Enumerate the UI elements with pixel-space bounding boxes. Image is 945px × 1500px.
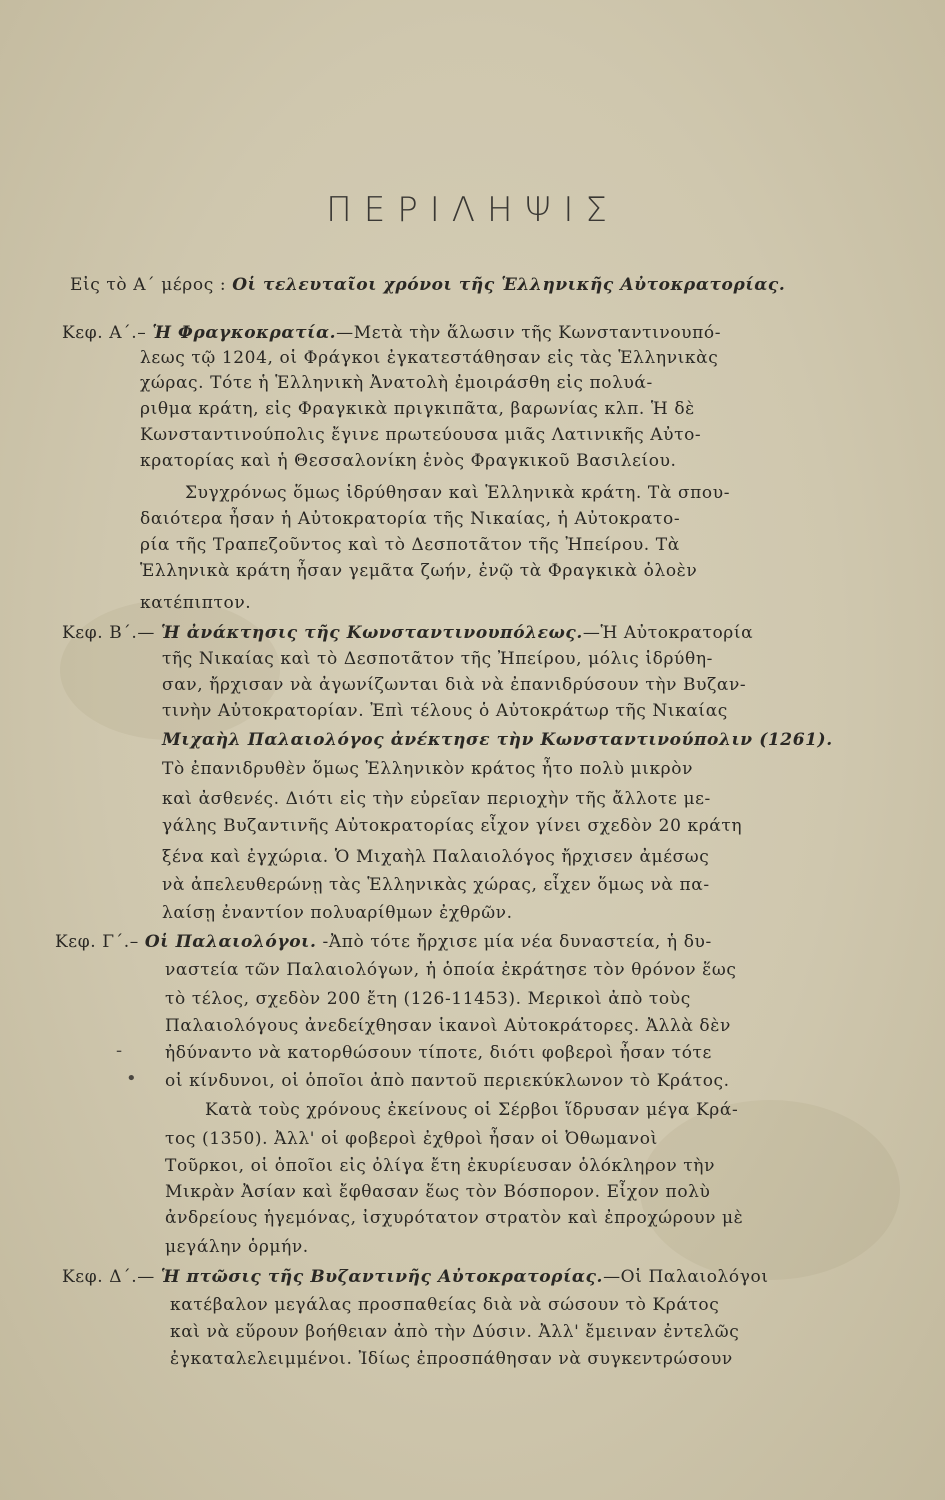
chapter-a-line: ριθμα κράτη, εἰς Φραγκικὰ πριγκιπᾶτα, βαρωνίας κλπ. Ἡ δὲ (140, 399, 695, 419)
chapter-c-line: ναστεία τῶν Παλαιολόγων, ἡ ὁποία ἐκράτησε τὸν θρόνον ἕως (165, 960, 737, 980)
chapter-c-first-line (55, 929, 712, 955)
chapter-c-line: τος (1350). Ἀλλ' οἱ φοβεροὶ ἐχθροὶ ἦσαν οἱ Ὀθωμανοὶ (165, 1129, 658, 1149)
chapter-c-line: οἱ κίνδυνοι, οἱ ὁποῖοι ἀπὸ παντοῦ περιεκύκλωνον τὸ Κράτος. (165, 1071, 730, 1091)
chapter-b-line: νὰ ἀπελευθερώνῃ τὰς Ἑλληνικὰς χώρας, εἶχεν ὅμως νὰ πα- (162, 875, 710, 895)
chapter-c-line: Μικρὰν Ἀσίαν καὶ ἔφθασαν ἕως τὸν Βόσπορον. Εἶχον πολὺ (165, 1182, 711, 1202)
chapter-b-line: Τὸ ἐπανιδρυθὲν ὅμως Ἑλληνικὸν κράτος ἦτο πολὺ μικρὸν (162, 759, 694, 779)
chapter-a-line: ρία τῆς Τραπεζοῦντος καὶ τὸ Δεσποτᾶτον τῆς Ἠπείρου. Τὰ (140, 535, 680, 555)
margin-bullet: • (126, 1068, 137, 1089)
chapter-d-line: κατέβαλον μεγάλας προσπαθείας διὰ νὰ σώσουν τὸ Κράτος (170, 1295, 720, 1315)
chapter-b-line: Μιχαὴλ Παλαιολόγος ἀνέκτησε τὴν Κωνσταντινούπολιν (1261). (162, 730, 833, 750)
chapter-d-line: —Οἱ Παλαιολόγοι (603, 1267, 769, 1287)
chapter-c-line: ἠδύναντο νὰ κατορθώσουν τίποτε, διότι φοβεροὶ ἦσαν τότε (165, 1043, 712, 1063)
chapter-b-line: λαίσῃ ἐναντίον πολυαρίθμων ἐχθρῶν. (162, 903, 513, 923)
intro-prefix: Εἰς τὸ Α΄ μέρος : (70, 275, 227, 295)
chapter-b-line: —Ἡ Αὐτοκρατορία (582, 623, 754, 643)
chapter-a-line: κατέπιπτον. (140, 593, 252, 613)
chapter-b-line: καὶ ἀσθενές. Διότι εἰς τὴν εὐρεῖαν περιοχὴν τῆς ἄλλοτε με- (162, 789, 711, 809)
margin-dash: - (116, 1040, 123, 1061)
chapter-a-line: λεως τῷ 1204, οἱ Φράγκοι ἐγκατεστάθησαν εἰς τὰς Ἑλληνικὰς (140, 348, 719, 368)
chapter-c-line: Παλαιολόγους ἀνεδείχθησαν ἱκανοὶ Αὐτοκράτορες. Ἀλλὰ δὲν (165, 1016, 731, 1036)
chapter-b-line: σαν, ἤρχισαν νὰ ἀγωνίζωνται διὰ νὰ ἐπανιδρύσουν τὴν Βυζαν- (162, 675, 747, 695)
chapter-a-line: χώρας. Τότε ἡ Ἑλληνικὴ Ἀνατολὴ ἐμοιράσθη εἰς πολυά- (140, 373, 653, 393)
chapter-a-line: —Μετὰ τὴν ἅλωσιν τῆς Κωνσταντινουπό- (336, 323, 722, 343)
chapter-c-heading: Οἱ Παλαιολόγοι. (144, 932, 317, 952)
intro-subject: Οἱ τελευταῖοι χρόνοι τῆς Ἑλληνικῆς Αὐτοκρατορίας. (232, 275, 786, 295)
chapter-a-label: Κεφ. Α΄.– (62, 323, 147, 343)
chapter-d-heading: Ἡ πτῶσις τῆς Βυζαντινῆς Αὐτοκρατορίας. (160, 1267, 604, 1287)
chapter-b-line-with-name (162, 727, 833, 753)
intro-line (70, 272, 785, 298)
chapter-c-line: Κατὰ τοὺς χρόνους ἐκείνους οἱ Σέρβοι ἵδρυσαν μέγα Κρά- (205, 1100, 739, 1120)
chapter-a-line: δαιότερα ἦσαν ἡ Αὐτοκρατορία τῆς Νικαίας, ἡ Αὐτοκρατο- (140, 509, 681, 529)
chapter-c-line: -Ἀπὸ τότε ἤρχισε μία νέα δυναστεία, ἡ δυ- (322, 932, 712, 952)
chapter-a-line: Ἑλληνικὰ κράτη ἦσαν γεμᾶτα ζωήν, ἐνῷ τὰ Φραγκικὰ ὁλοὲν (140, 561, 698, 581)
chapter-d-line: καὶ νὰ εὕρουν βοήθειαν ἀπὸ τὴν Δύσιν. Ἀλλ' ἔμειναν ἐντελῶς (170, 1322, 740, 1342)
chapter-b-line: τῆς Νικαίας καὶ τὸ Δεσποτᾶτον τῆς Ἠπείρου, μόλις ἱδρύθη- (162, 649, 713, 669)
chapter-a-heading: Ἡ Φραγκοκρατία. (152, 323, 337, 343)
chapter-b-line: γάλης Βυζαντινῆς Αὐτοκρατορίας εἶχον γίνει σχεδὸν 20 κράτη (162, 816, 743, 836)
chapter-d-line: ἐγκαταλελειμμένοι. Ἰδίως ἐπροσπάθησαν νὰ συγκεντρώσουν (170, 1349, 733, 1369)
chapter-a-line: κρατορίας καὶ ἡ Θεσσαλονίκη ἑνὸς Φραγκικοῦ Βασιλείου. (140, 451, 677, 471)
chapter-c-label: Κεφ. Γ΄.– (55, 932, 139, 952)
chapter-c-line: ἀνδρείους ἡγεμόνας, ἰσχυρότατον στρατὸν καὶ ἐπροχώρουν μὲ (165, 1208, 744, 1228)
chapter-b-heading: Ἡ ἀνάκτησις τῆς Κωνσταντινουπόλεως. (161, 623, 583, 643)
chapter-b-line: ξένα καὶ ἐγχώρια. Ὁ Μιχαὴλ Παλαιολόγος ἤρχισεν ἀμέσως (162, 847, 710, 867)
chapter-c-line: Τοῦρκοι, οἱ ὁποῖοι εἰς ὀλίγα ἔτη ἐκυρίευσαν ὁλόκληρον τὴν (165, 1156, 716, 1176)
page-title: ΠΕΡΙΛΗΨΙΣ (326, 190, 619, 230)
chapter-d-label: Κεφ. Δ΄.— (62, 1267, 155, 1287)
chapter-b-line: τινὴν Αὐτοκρατορίαν. Ἐπὶ τέλους ὁ Αὐτοκράτωρ τῆς Νικαίας (162, 701, 728, 721)
chapter-b-first-line (62, 620, 753, 646)
chapter-a-line: Κωνσταντινούπολις ἔγινε πρωτεύουσα μιᾶς Λατινικῆς Αὐτο- (140, 425, 702, 445)
chapter-c-line: μεγάλην ὁρμήν. (165, 1237, 309, 1257)
chapter-d-first-line (62, 1264, 769, 1290)
chapter-a-line: Συγχρόνως ὅμως ἱδρύθησαν καὶ Ἑλληνικὰ κράτη. Τὰ σπου- (185, 483, 731, 503)
chapter-c-line: τὸ τέλος, σχεδὸν 200 ἔτη (126-11453). Μερικοὶ ἀπὸ τοὺς (165, 989, 691, 1009)
chapter-a-first-line (62, 320, 721, 346)
chapter-b-label: Κεφ. Β΄.— (62, 623, 156, 643)
